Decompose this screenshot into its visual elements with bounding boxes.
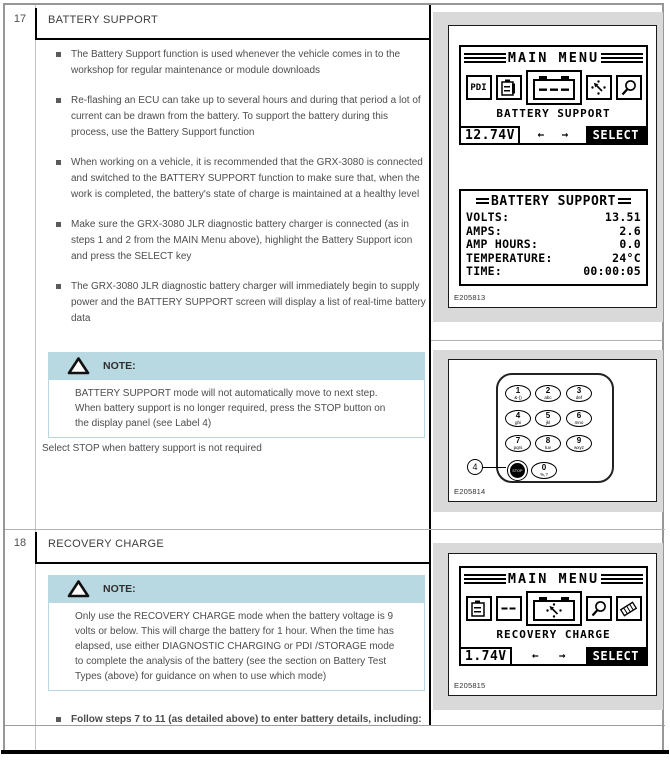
list-item xyxy=(56,155,428,203)
select-key-label: SELECT xyxy=(586,126,646,143)
data-value: 00:00:05 xyxy=(583,264,641,278)
main-menu-bottombar xyxy=(461,126,646,143)
data-row xyxy=(466,252,641,266)
stop-button xyxy=(507,460,528,481)
title-lines-left xyxy=(464,574,506,584)
figure-panel xyxy=(448,25,657,308)
main-menu-bottombar xyxy=(461,647,646,664)
callout-4: 4 xyxy=(467,459,483,475)
pdi-icon: PDI xyxy=(466,75,492,100)
row18-number: 18 xyxy=(13,537,27,549)
main-menu-icon-row xyxy=(461,590,646,627)
row18-title: RECOVERY CHARGE xyxy=(48,538,164,550)
note-box-recovery-charge xyxy=(48,575,425,691)
keypad xyxy=(496,373,614,483)
bullet-square-icon xyxy=(56,222,61,227)
row17-title: BATTERY SUPPORT xyxy=(48,14,159,26)
figure-recovery-charge xyxy=(433,543,663,710)
figure-reference-label: E205814 xyxy=(454,487,486,496)
figure-cell-divider xyxy=(431,340,663,341)
bullet-square-icon xyxy=(56,160,61,165)
charger-icon xyxy=(496,75,522,100)
battery-data-list xyxy=(461,209,646,279)
main-menu-caption: BATTERY SUPPORT xyxy=(496,107,611,120)
note-label: NOTE: xyxy=(103,583,136,595)
title-lines-right xyxy=(618,198,631,206)
left-arrow-icon: ← xyxy=(531,649,539,662)
note-box-battery-support xyxy=(48,352,425,438)
figure-panel xyxy=(448,553,657,696)
main-menu-icon-row xyxy=(461,69,646,106)
figure-battery-support xyxy=(433,12,663,322)
data-label: AMP HOURS: xyxy=(466,237,539,251)
main-menu-caption: RECOVERY CHARGE xyxy=(496,628,611,641)
row17-header-leftbar xyxy=(35,8,37,40)
row17-row18-divider xyxy=(5,529,665,530)
note-header xyxy=(48,575,425,603)
figure-panel xyxy=(448,359,657,502)
title-lines-left xyxy=(464,53,506,63)
figure-reference-label: E205815 xyxy=(454,681,486,690)
key-9: 9 wxyz xyxy=(566,435,592,452)
list-item xyxy=(56,279,428,327)
row17-bullet-list xyxy=(56,47,428,341)
timer-icon xyxy=(586,75,612,100)
row17-header-underline xyxy=(35,38,429,40)
data-row xyxy=(466,225,641,239)
main-menu-title: MAIN MENU xyxy=(507,571,600,587)
data-row xyxy=(466,265,641,279)
note-body: BATTERY SUPPORT mode will not automatically move to next step. When battery support is no longer required, press the STOP button on the display panel (see Label 4) xyxy=(48,380,425,438)
nav-arrows xyxy=(520,126,586,143)
voltage-readout: 12.74V xyxy=(461,126,520,143)
bullet-text: Make sure the GRX-3080 JLR diagnostic battery charger is connected (as in steps 1 and 2 from the MAIN Menu above), highlight the Battery Support icon and press the SELECT key xyxy=(71,219,413,262)
support-dashes-icon xyxy=(496,596,522,621)
data-value: 0.0 xyxy=(619,237,641,251)
magnifier-icon xyxy=(586,596,612,621)
voltage-readout: 1.74V xyxy=(461,647,512,664)
right-arrow-icon: → xyxy=(561,128,569,141)
key-8: 8 tuv xyxy=(535,435,561,452)
data-row xyxy=(466,211,641,225)
key-3: 3 def xyxy=(566,385,592,402)
content-image-divider xyxy=(429,5,431,725)
main-menu-screen xyxy=(459,45,648,145)
list-item xyxy=(56,712,428,727)
battery-support-titlebar xyxy=(461,191,646,209)
data-row xyxy=(466,238,641,252)
left-arrow-icon: ← xyxy=(537,128,545,141)
bullet-square-icon xyxy=(56,284,61,289)
warning-triangle-icon xyxy=(67,356,90,376)
key-5: 5 jkl xyxy=(535,410,561,427)
row17-footer-text: Select STOP when battery support is not required xyxy=(42,443,262,454)
key-6: 6 mno xyxy=(566,410,592,427)
key-2: 2 abc xyxy=(535,385,561,402)
row17-number: 17 xyxy=(13,13,27,25)
key-0: 0 %,? xyxy=(531,462,557,479)
title-lines-left xyxy=(476,198,489,206)
stop-button-face: STOP xyxy=(510,463,525,478)
row18-header-leftbar xyxy=(35,532,37,563)
bullet-text: Re-flashing an ECU can take up to several hours and during that period a lot of current can be drawn from the battery. To support the battery during this process, use the Battery Support function xyxy=(71,95,421,138)
data-label: VOLTS: xyxy=(466,210,510,224)
charger-icon xyxy=(466,596,492,621)
number-column-divider xyxy=(35,5,36,750)
data-label: TIME: xyxy=(466,264,503,278)
warning-triangle-icon xyxy=(67,579,90,599)
data-label: AMPS: xyxy=(466,223,503,238)
battery-support-title: BATTERY SUPPORT xyxy=(491,194,616,209)
main-menu-screen xyxy=(459,566,648,666)
nav-arrows xyxy=(512,647,586,664)
note-header xyxy=(48,352,425,380)
data-value: 2.6 xyxy=(619,223,641,238)
row18-bullet-list xyxy=(56,712,428,741)
main-menu-title: MAIN MENU xyxy=(507,50,600,66)
magnifier-icon xyxy=(616,75,642,100)
bullet-square-icon xyxy=(56,717,61,722)
callout-line xyxy=(483,467,506,468)
recovery-battery-icon-selected xyxy=(526,591,582,626)
list-item xyxy=(56,93,428,141)
bullet-square-icon xyxy=(56,52,61,57)
title-lines-right xyxy=(601,574,643,584)
note-body: Only use the RECOVERY CHARGE mode when the battery voltage is 9 volts or below. This will charge the battery for 1 hour. When the time has elapsed, use either DIAGNOSTIC CHARGING or PDI /STORAGE mode to complete the analysis of the battery (see the section on Battery Test Types (above) for guidance on when to use which mode) xyxy=(48,603,425,691)
figure-keypad xyxy=(433,350,663,512)
key-4: 4 ghi xyxy=(505,410,531,427)
title-lines-right xyxy=(601,53,643,63)
bullet-text: Follow steps 7 to 11 (as detailed above) to enter battery details, including: xyxy=(71,714,422,725)
figure-reference-label: E205813 xyxy=(454,293,486,302)
main-menu-titlebar xyxy=(461,47,646,66)
key-7: 7 pqrs xyxy=(505,435,531,452)
page-bottom-rule xyxy=(1,750,669,754)
data-label: TEMPERATURE: xyxy=(466,250,553,265)
module-icon xyxy=(616,596,642,621)
battery-icon-selected xyxy=(526,70,582,105)
row18-header-underline xyxy=(35,562,429,564)
bullet-square-icon xyxy=(56,98,61,103)
bullet-text: When working on a vehicle, it is recommended that the GRX-3080 is connected and switched to the BATTERY SUPPORT function to make sure that, when the work is completed, the battery's state of charge is maintained at a healthy level xyxy=(71,157,423,200)
bullet-text: The Battery Support function is used whenever the vehicle comes in to the workshop for regular maintenance or module downloads xyxy=(71,49,401,76)
key-1: 1 &-() xyxy=(505,385,531,402)
select-key-label: SELECT xyxy=(586,647,646,664)
note-label: NOTE: xyxy=(103,360,136,372)
right-arrow-icon: → xyxy=(558,649,566,662)
list-item xyxy=(56,217,428,265)
main-menu-titlebar xyxy=(461,568,646,587)
battery-support-screen xyxy=(459,189,648,286)
list-item xyxy=(56,47,428,79)
data-value: 13.51 xyxy=(604,210,641,224)
data-value: 24°C xyxy=(612,250,641,265)
bullet-text: The GRX-3080 JLR diagnostic battery charger will immediately begin to supply power and the BATTERY SUPPORT screen will display a list of real-time battery data xyxy=(71,281,426,324)
